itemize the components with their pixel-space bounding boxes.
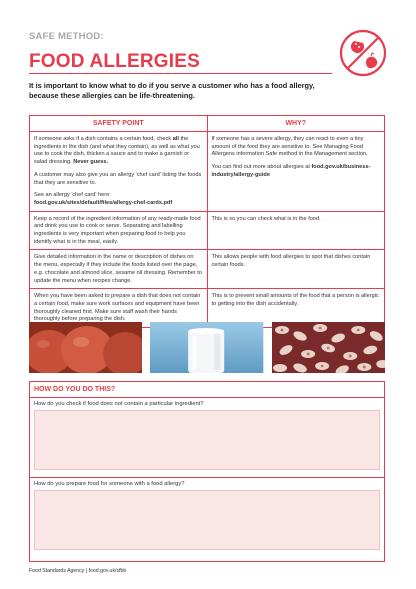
eggs-photo: [29, 322, 142, 373]
cell-paragraph: [212, 164, 381, 179]
safety-table: [29, 115, 385, 328]
cell-text: If someone asks if a dish contains a certain food, check: [34, 136, 173, 142]
milk-photo: [150, 322, 263, 373]
title-divider: [29, 73, 332, 74]
safety-point-cell: [30, 212, 207, 250]
beans-photo: [272, 322, 385, 373]
photo-strip: [29, 322, 385, 373]
cell-text: the ingredients in the dish (and what they contain), as well as what you use to cook the dish, thicken a sauce and to make a garnish or salad dressing.: [34, 136, 200, 166]
page-title: FOOD ALLERGIES: [29, 51, 200, 72]
cell-paragraph: [34, 254, 203, 285]
cell-text: When you have been asked to prepare a dish that does not contain a certain food, make sure work surfaces and equipment have been thoroughly cleaned first. Make sure staff wash their hands thoroughly before preparing the dish.: [34, 293, 201, 323]
emphasis-text: food.gov.uk/business-industry/allergy-guide: [211, 164, 371, 178]
no-allergen-icon: [338, 28, 388, 78]
cell-text: Give detailed information in the name or description of dishes on the menu, especially if they include the foods listed over the page, e.g. chocolate and almond slice, sesame oil dressing. Remember to update the menu when recipes change.: [34, 254, 202, 284]
section-kicker: SAFE METHOD:: [29, 31, 104, 42]
cell-paragraph: [34, 172, 203, 187]
table-header: [30, 116, 384, 132]
table-row: [30, 250, 384, 289]
intro-text: It is important to know what to do if you serve a customer who has a food allergy, because these allergies can be life-threatening.: [29, 81, 315, 100]
cell-paragraph: [34, 136, 203, 167]
cell-text: This is to prevent small amounts of the food that a person is allergic to getting into the dish accidentally.: [211, 293, 379, 307]
cell-paragraph: [212, 216, 381, 224]
question-prepare-food: How do you prepare food for someone with a food allergy?: [30, 477, 384, 490]
how-do-you-do-this-box: [29, 381, 385, 562]
cell-paragraph: [34, 216, 203, 247]
why-cell: [207, 132, 385, 211]
how-heading: HOW DO YOU DO THIS?: [30, 382, 384, 398]
answer-field-prepare-food[interactable]: [34, 490, 380, 550]
emphasis-text: Never guess.: [73, 159, 109, 166]
cell-text: This is so you can check what is in the food.: [211, 215, 321, 222]
why-cell: [207, 212, 385, 250]
cell-paragraph: [212, 293, 381, 308]
emphasis-text: all: [172, 136, 179, 142]
cell-text: This allows people with food allergies to spot that dishes contain certain foods.: [211, 254, 371, 269]
why-cell: [207, 250, 385, 288]
cell-text: Keep a record of the ingredient information of any ready-made food and drink you use to cook or serve. Separating and labelling ingredients is very important when preparing food to help you identify what is in the meal, easily.: [34, 215, 201, 245]
header-safety-point: SAFETY POINT: [92, 120, 144, 127]
question-check-ingredient: How do you check if food does not contain a particular ingredient?: [34, 401, 204, 407]
cell-paragraph: [212, 136, 381, 159]
footer-text: Food Standards Agency | food.gov.uk/sfbb: [29, 568, 127, 574]
emphasis-text: food.gov.uk/sites/default/files/allergy-chef-cards.pdf: [34, 199, 173, 206]
cell-paragraph: [212, 254, 381, 269]
table-row: [30, 132, 384, 212]
cell-text: A customer may also give you an allergy 'chef card' listing the foods that they are sensitive to.: [34, 171, 202, 186]
cell-text: If someone has a severe allergy, they can react to even a tiny amount of the food they are sensitive to. See Managing Food Allergens information Safe method in the Management section.: [211, 136, 368, 158]
safety-point-cell: [30, 250, 207, 288]
answer-field-check-ingredient[interactable]: [34, 410, 380, 470]
cell-paragraph: [34, 192, 203, 207]
cell-text: You can find out more about allergies at: [211, 164, 312, 171]
cell-text: See an allergy 'chef card' here:: [34, 192, 111, 199]
safety-point-cell: [30, 132, 207, 211]
table-body: [30, 132, 384, 327]
header-why: WHY?: [207, 116, 385, 131]
table-row: [30, 212, 384, 251]
cell-paragraph: [34, 293, 203, 324]
